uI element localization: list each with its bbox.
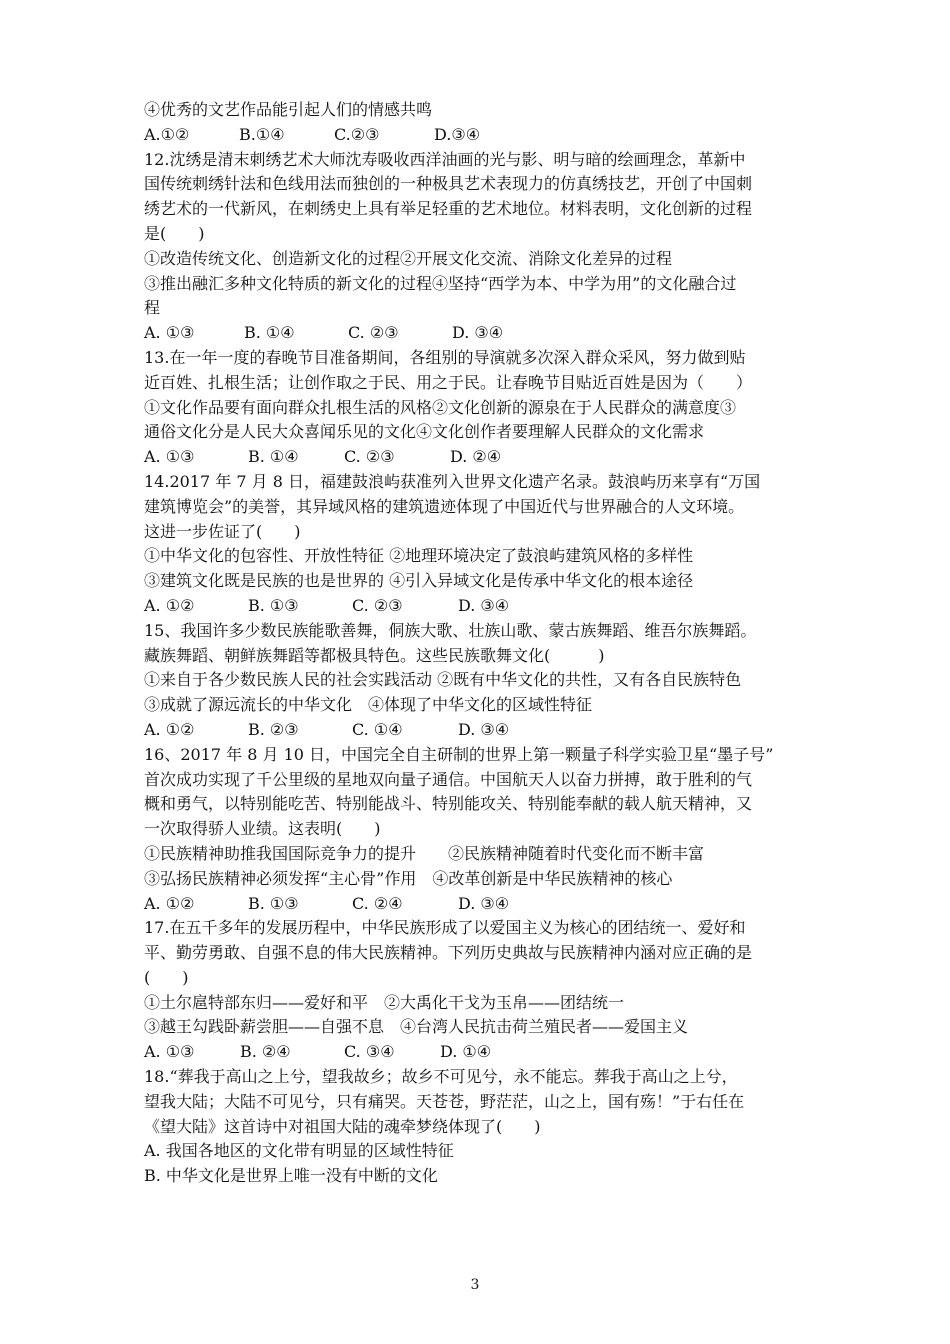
q17-stem-line: ( ) <box>144 967 189 987</box>
q13-stem-line: 13.在一年一度的春晚节目准备期间，各组别的导演就多次深入群众采风，努力做到贴 <box>144 347 746 367</box>
option-b: B. ②③ <box>248 719 299 739</box>
page-number: 3 <box>470 1277 480 1293</box>
q15-choice-line: ①来自于各少数民族人民的社会实践活动 ②既有中华文化的共性，又有各自民族特色 <box>144 670 742 690</box>
option-a: A. ①② <box>144 719 195 739</box>
option-d: D. ③④ <box>458 719 510 739</box>
q16-choice-line: ③弘扬民族精神必须发挥“主心骨”作用 ④改革创新是中华民族精神的核心 <box>144 868 673 888</box>
q17-options <box>144 1040 824 1065</box>
q14-stem-line: 14.2017 年 7 月 8 日，福建鼓浪屿获准列入世界文化遗产名录。鼓浪屿历来享有“万国 <box>144 471 761 491</box>
option-d: D. ③④ <box>452 323 504 343</box>
q14-stem-line: 这进一步佐证了( ) <box>144 521 301 541</box>
q12-stem-line: 国传统刺绣针法和色线用法而独创的一种极具艺术表现力的仿真绣技艺，开创了中国刺 <box>144 174 753 194</box>
option-b: B. ②④ <box>240 1042 291 1062</box>
q14-choice-line: ③建筑文化既是民族的也是世界的 ④引入异域文化是传承中华文化的根本途径 <box>144 571 694 591</box>
q18-stem-line: 《望大陆》这首诗中对祖国大陆的魂牵梦绕体现了( ) <box>144 1116 541 1136</box>
option-a: A. ①③ <box>144 447 195 467</box>
q14-choice-line: ①中华文化的包容性、开放性特征 ②地理环境决定了鼓浪屿建筑风格的多样性 <box>144 546 694 566</box>
q16-stem-line: 首次成功实现了千公里级的星地双向量子通信。中国航天人以奋力拼搏，敢于胜利的气 <box>144 769 753 789</box>
q17-stem-line: 17.在五千多年的发展历程中，中华民族形成了以爱国主义为核心的团结统一、爱好和 <box>144 918 746 938</box>
option-a: A. ①② <box>144 893 195 913</box>
option-b: B. ①③ <box>248 595 299 615</box>
option-c: C. ②③ <box>344 447 395 467</box>
q18-choice-b: B. 中华文化是世界上唯一没有中断的文化 <box>144 1166 438 1186</box>
option-d: D.③④ <box>434 124 481 144</box>
q18-choice-a: A. 我国各地区的文化带有明显的区域性特征 <box>144 1141 454 1161</box>
q15-choice-line: ③成就了源远流长的中华文化 ④体现了中华文化的区域性特征 <box>144 695 593 715</box>
option-c: C. ②③ <box>352 595 403 615</box>
option-d: D. ②④ <box>450 447 502 467</box>
q16-stem-line: 概和勇气，以特别能吃苦、特别能战斗、特别能攻关、特别能奉献的载人航天精神，又 <box>144 794 753 814</box>
option-a: A. ①② <box>144 595 195 615</box>
q12-stem-line: 12.沈绣是清末刺绣艺术大师沈寿吸收西洋油画的光与影、明与暗的绘画理念，革新中 <box>144 149 746 169</box>
option-a: A. ①③ <box>144 1042 195 1062</box>
q13-choice-line: 通俗文化分是人民大众喜闻乐见的文化④文化创作者要理解人民群众的文化需求 <box>144 422 705 442</box>
q12-options <box>144 321 824 346</box>
q15-stem-line: 15、我国许多少数民族能歌善舞，侗族大歌、壮族山歌、蒙古族舞蹈、维吾尔族舞蹈。 <box>144 620 757 640</box>
q16-choice-line: ①民族精神助推我国国际竞争力的提升 ②民族精神随着时代变化而不断丰富 <box>144 843 705 863</box>
q11-options <box>144 123 824 148</box>
q11-choice-4: ④优秀的文艺作品能引起人们的情感共鸣 <box>144 100 433 119</box>
q12-choice-line: ③推出融汇多种文化特质的新文化的过程④坚持“西学为本、中学为用”的文化融合过 <box>144 273 737 293</box>
q17-choice-line: ③越王勾践卧薪尝胆——自强不息 ④台湾人民抗击荷兰殖民者——爱国主义 <box>144 1017 689 1037</box>
q15-stem-line: 藏族舞蹈、朝鲜族舞蹈等都极具特色。这些民族歌舞文化( ) <box>144 645 605 665</box>
q16-stem-line: 一次取得骄人业绩。这表明( ) <box>144 819 381 839</box>
q12-stem-line: 绣艺术的一代新风，在刺绣史上具有举足轻重的艺术地位。材料表明，文化创新的过程 <box>144 199 753 219</box>
option-b: B. ①④ <box>244 323 295 343</box>
option-b: B. ①③ <box>248 893 299 913</box>
q14-options <box>144 594 824 619</box>
option-d: D. ③④ <box>458 595 510 615</box>
q17-stem-line: 平、勤劳勇敢、自强不息的伟大民族精神。下列历史典故与民族精神内涵对应正确的是 <box>144 943 753 963</box>
option-b: B.①④ <box>239 124 285 144</box>
q13-stem-line: 近百姓、扎根生活；让创作取之于民、用之于民。让春晚节目贴近百姓是因为（ ） <box>144 372 753 392</box>
q13-options <box>144 445 824 470</box>
q12-choice-line: ①改造传统文化、创造新文化的过程②开展文化交流、消除文化差异的过程 <box>144 248 673 268</box>
q15-options <box>144 718 824 743</box>
q16-stem-line: 16、2017 年 8 月 10 日，中国完全自主研制的世界上第一颗量子科学实验卫星“墨子号” <box>144 744 774 764</box>
option-c: C. ①④ <box>352 719 403 739</box>
option-a: A.①② <box>144 124 190 144</box>
option-a: A. ①③ <box>144 323 195 343</box>
q18-stem-line: 18.“葬我于高山之上兮，望我故乡；故乡不可见兮，永不能忘。葬我于高山之上兮， <box>144 1067 738 1087</box>
option-b: B. ①④ <box>248 447 299 467</box>
q17-choice-line: ①土尔扈特部东归——爱好和平 ②大禹化干戈为玉帛——团结统一 <box>144 992 625 1012</box>
q12-stem-line: 是( ) <box>144 223 205 243</box>
q14-stem-line: 建筑博览会”的美誉，其异域风格的建筑遗迹体现了中国近代与世界融合的人文环境。 <box>144 496 745 516</box>
q18-stem-line: 望我大陆；大陆不可见兮，只有痛哭。天苍苍，野茫茫，山之上，国有殇！”于右任在 <box>144 1091 745 1111</box>
option-c: C.②③ <box>334 124 380 144</box>
option-d: D. ①④ <box>440 1042 492 1062</box>
option-c: C. ②③ <box>348 323 399 343</box>
option-c: C. ③④ <box>344 1042 395 1062</box>
q13-choice-line: ①文化作品要有面向群众扎根生活的风格②文化创新的源泉在于人民群众的满意度③ <box>144 397 737 417</box>
q12-choice-line: 程 <box>144 298 161 318</box>
option-c: C. ②④ <box>352 893 403 913</box>
page-content <box>144 98 824 1189</box>
q16-options <box>144 892 824 917</box>
option-d: D. ③④ <box>458 893 510 913</box>
